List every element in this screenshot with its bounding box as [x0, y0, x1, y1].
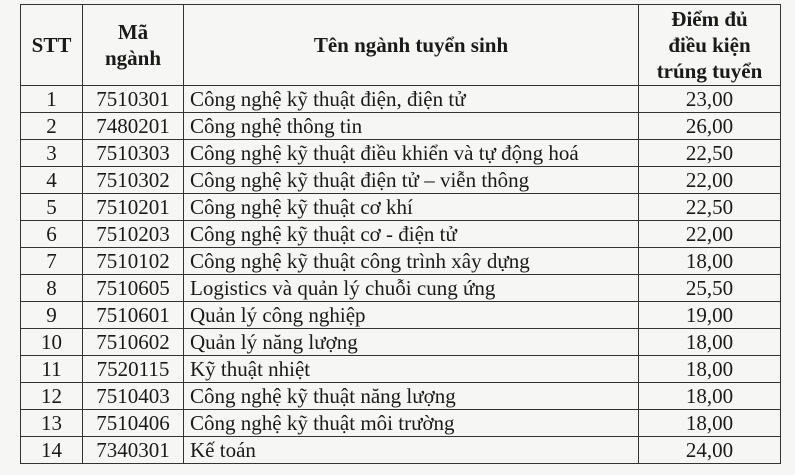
- cell-name: Kế toán: [184, 437, 639, 464]
- cell-code: 7510601: [83, 302, 184, 329]
- header-name-label: Tên ngành tuyển sinh: [313, 33, 509, 57]
- cell-stt: 2: [21, 113, 83, 140]
- admission-scores-table: [20, 4, 781, 464]
- cell-code: 7510302: [83, 167, 184, 194]
- cell-score: 26,00: [639, 113, 781, 140]
- cell-code: 7510602: [83, 329, 184, 356]
- table-row: [21, 275, 781, 302]
- cell-name: Kỹ thuật nhiệt: [184, 356, 639, 383]
- cell-code: 7510605: [83, 275, 184, 302]
- cell-name: Quản lý năng lượng: [184, 329, 639, 356]
- cell-name: Logistics và quản lý chuỗi cung ứng: [184, 275, 639, 302]
- cell-name: Công nghệ kỹ thuật năng lượng: [184, 383, 639, 410]
- cell-score: 19,00: [639, 302, 781, 329]
- header-score-line2: điều kiện: [668, 33, 751, 57]
- cell-stt: 7: [21, 248, 83, 275]
- table-row: [21, 113, 781, 140]
- table-body: [21, 86, 781, 464]
- header-stt: [21, 5, 83, 86]
- cell-score: 18,00: [639, 383, 781, 410]
- table-row: [21, 248, 781, 275]
- cell-code: 7510102: [83, 248, 184, 275]
- header-name: [184, 5, 639, 86]
- cell-name: Công nghệ kỹ thuật điều khiển và tự động hoá: [184, 140, 639, 167]
- table-row: [21, 383, 781, 410]
- cell-code: 7510301: [83, 86, 184, 113]
- cell-score: 24,00: [639, 437, 781, 464]
- cell-stt: 9: [21, 302, 83, 329]
- cell-code: 7510403: [83, 383, 184, 410]
- cell-score: 22,00: [639, 221, 781, 248]
- cell-name: Công nghệ kỹ thuật cơ khí: [184, 194, 639, 221]
- cell-stt: 5: [21, 194, 83, 221]
- cell-stt: 13: [21, 410, 83, 437]
- header-score-line1: Điểm đủ: [671, 7, 748, 31]
- cell-score: 18,00: [639, 356, 781, 383]
- cell-score: 23,00: [639, 86, 781, 113]
- cell-stt: 11: [21, 356, 83, 383]
- header-code-line2: ngành: [104, 46, 162, 70]
- header-score-line3: trúng tuyển: [656, 59, 763, 83]
- header-stt-label: STT: [31, 33, 72, 57]
- table-row: [21, 356, 781, 383]
- table-row: [21, 221, 781, 248]
- cell-stt: 1: [21, 86, 83, 113]
- cell-name: Công nghệ kỹ thuật môi trường: [184, 410, 639, 437]
- table-row: [21, 437, 781, 464]
- cell-score: 22,50: [639, 140, 781, 167]
- cell-code: 7510201: [83, 194, 184, 221]
- cell-code: 7510406: [83, 410, 184, 437]
- cell-score: 18,00: [639, 329, 781, 356]
- header-code-line1: Mã: [117, 20, 149, 44]
- cell-stt: 4: [21, 167, 83, 194]
- header-score: [639, 5, 781, 86]
- cell-score: 18,00: [639, 410, 781, 437]
- header-row: [21, 5, 781, 86]
- cell-stt: 10: [21, 329, 83, 356]
- cell-name: Công nghệ kỹ thuật điện, điện tử: [184, 86, 639, 113]
- cell-name: Công nghệ thông tin: [184, 113, 639, 140]
- cell-score: 18,00: [639, 248, 781, 275]
- cell-stt: 14: [21, 437, 83, 464]
- table-row: [21, 167, 781, 194]
- table-row: [21, 329, 781, 356]
- cell-name: Công nghệ kỹ thuật công trình xây dựng: [184, 248, 639, 275]
- cell-score: 25,50: [639, 275, 781, 302]
- table-row: [21, 302, 781, 329]
- table-row: [21, 194, 781, 221]
- cell-stt: 3: [21, 140, 83, 167]
- cell-score: 22,50: [639, 194, 781, 221]
- cell-score: 22,00: [639, 167, 781, 194]
- cell-name: Quản lý công nghiệp: [184, 302, 639, 329]
- cell-name: Công nghệ kỹ thuật cơ - điện tử: [184, 221, 639, 248]
- table-row: [21, 140, 781, 167]
- table-row: [21, 86, 781, 113]
- cell-stt: 6: [21, 221, 83, 248]
- cell-code: 7510303: [83, 140, 184, 167]
- cell-code: 7520115: [83, 356, 184, 383]
- cell-code: 7340301: [83, 437, 184, 464]
- cell-stt: 12: [21, 383, 83, 410]
- cell-code: 7510203: [83, 221, 184, 248]
- cell-stt: 8: [21, 275, 83, 302]
- cell-name: Công nghệ kỹ thuật điện tử – viễn thông: [184, 167, 639, 194]
- header-code: [83, 5, 184, 86]
- cell-code: 7480201: [83, 113, 184, 140]
- table-row: [21, 410, 781, 437]
